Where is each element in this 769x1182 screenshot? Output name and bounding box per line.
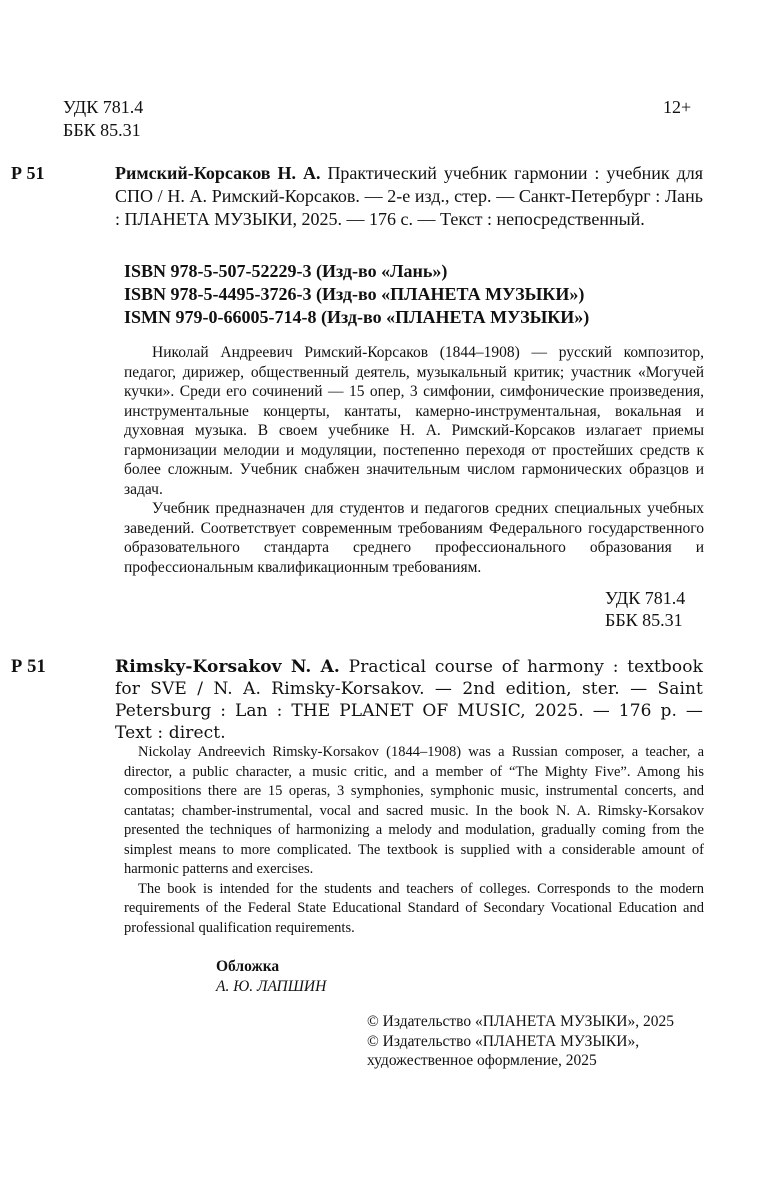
isbn-planeta: ISBN 978-5-4495-3726-3 (Изд-во «ПЛАНЕТА МУЗЫКИ») xyxy=(124,284,585,304)
isbn-list xyxy=(124,260,704,329)
en-description: Practical course of harmony : textbook for SVE / N. A. Rimsky-Korsakov. — 2nd edition, ster. — Saint Petersburg : Lan : THE PLANET OF MUSIC, 2025. — 176 p. — Text : direct. xyxy=(115,657,703,743)
ru-abstract-paragraph-1: Николай Андреевич Римский-Корсаков (1844–1908) — русский композитор, педагог, дирижер, общественный деятель, музыкальный критик; участник «Могучей кучки». Среди его сочинений — 15 опер, 3 симфонии, симфонические произведения, инструментальные концерты, кантаты, камерно-инструментальная, вокальная и духовная музыка. В своем учебнике Н. А. Римский-Корсаков излагает приемы гармонизации мелодии и модуляции, постепенно переходя от простейших средств к более сложным. Учебник снабжен значительным числом гармонических образцов и задач. xyxy=(124,344,704,498)
copyright-line-3: художественное оформление, 2025 xyxy=(367,1052,597,1069)
isbn-lan: ISBN 978-5-507-52229-3 (Изд-во «Лань») xyxy=(124,261,448,281)
en-abstract-paragraph-1: Nickolay Andreevich Rimsky-Korsakov (1844–1908) was a Russian composer, a teacher, a director, a public character, a music critic, and a member of “The Mighty Five”. Among his compositions there are 15 operas, 3 symphonies, symphonic music, instrumental concerts, and cantatas; chamber-instrumental, vocal and sacred music. In the book N. A. Rimsky-Korsakov presented the techniques of harmonizing a melody and modulation, gradually coming from the simplest means to more complicated. The textbook is supplied with a considerable amount of harmonic patterns and exercises. xyxy=(124,744,704,877)
header-udk: УДК 781.4 xyxy=(63,97,144,117)
ru-author: Римский-Корсаков Н. А. xyxy=(115,163,321,183)
ru-abstract xyxy=(124,343,704,577)
copyright-line-1: © Издательство «ПЛАНЕТА МУЗЫКИ», 2025 xyxy=(367,1013,674,1030)
copyright-line-2: © Издательство «ПЛАНЕТА МУЗЫКИ», xyxy=(367,1032,640,1050)
en-abstract xyxy=(124,743,704,938)
en-author: Rimsky-Korsakov N. A. xyxy=(115,657,340,677)
en-call-number: Р 51 xyxy=(11,657,46,677)
age-rating: 12+ xyxy=(663,97,692,117)
en-abstract-paragraph-2: The book is intended for the students and teachers of colleges. Corresponds to the modern requirements of the Federal State Educational Standard of Secondary Vocational Education and professional qualification requirements. xyxy=(124,880,704,936)
ru-description: Практический учебник гармонии : учебник для СПО / Н. А. Римский-Корсаков. — 2-е изд., стер. — Санкт-Петербург : Лань : ПЛАНЕТА МУЗЫКИ, 2025. — 176 с. — Текст : непосредственный. xyxy=(115,163,704,229)
ru-bbk: ББК 85.31 xyxy=(605,610,683,630)
cover-label: Обложка xyxy=(216,958,280,975)
ru-call-number: Р 51 xyxy=(11,163,45,183)
en-bibliographic-entry xyxy=(11,656,703,744)
cover-artist: А. Ю. ЛАПШИН xyxy=(216,978,327,995)
copyright-block xyxy=(367,1012,707,1071)
ru-abstract-paragraph-2: Учебник предназначен для студентов и педагогов средних специальных учебных заведений. Соответствует современным требованиям Федерального государственного образовательного стандарта среднего профессионального образования и профессиональным квалификационным требованиям. xyxy=(124,500,704,576)
ru-bibliographic-entry xyxy=(11,162,704,231)
ru-udk: УДК 781.4 xyxy=(605,588,686,608)
header-bbk: ББК 85.31 xyxy=(63,120,141,140)
ismn-planeta: ISMN 979-0-66005-714-8 (Изд-во «ПЛАНЕТА МУЗЫКИ») xyxy=(124,307,590,327)
